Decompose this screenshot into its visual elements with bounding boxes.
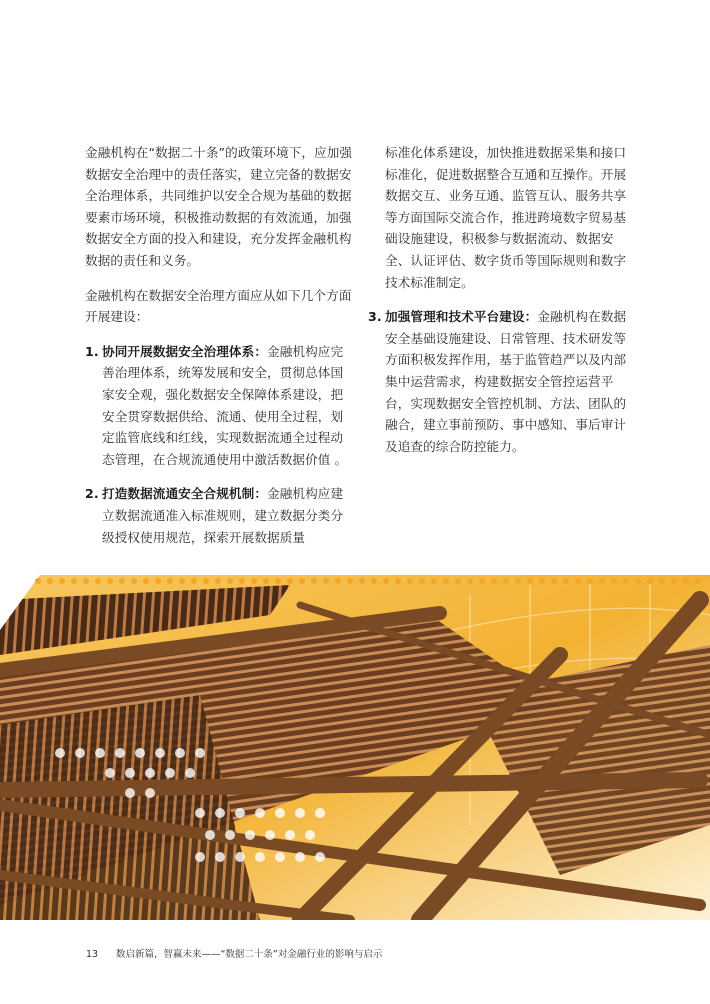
page-number: 13 <box>86 949 99 960</box>
list-item-title: 加强管理和技术平台建设： <box>385 309 538 325</box>
list-item-body: 金融机构在数据安全基础设施建设、日常管理、技术研发等方面积极发挥作用，基于监管趋严以及内部集中运营需求，构建数据安全管控运营平台，实现数据安全管控机制、方法、团队的融合，建立事前预防、事中感知、事后审计及追查的综合防控能力。 <box>385 309 627 454</box>
architecture-photo <box>0 575 710 920</box>
left-column <box>85 142 353 561</box>
footer-title: 数启新篇，智赢未来——“数据二十条”对金融行业的影响与启示 <box>116 949 383 960</box>
list-item <box>85 483 353 548</box>
intro-paragraph: 金融机构在“数据二十条”的政策环境下，应加强数据安全治理中的责任落实，建立完备的数据安全治理体系，共同维护以安全合规为基础的数据要素市场环境，积极推动数据的有效流通，加强数据安全方面的投入和建设，充分发挥金融机构数据的责任和义务。 <box>85 145 353 268</box>
list-item-title: 打造数据流通安全合规机制： <box>102 486 268 502</box>
list-item-body: 金融机构应建立数据流通准入标准规则，建立数据分类分级授权使用规范，探索开展数据质量 <box>102 486 344 545</box>
list-item <box>85 341 353 471</box>
list-item <box>368 306 630 457</box>
list-item-number: 2. <box>85 486 99 502</box>
list-item-continuation: 标准化体系建设，加快推进数据采集和接口标准化，促进数据整合互通和互操作。开展数据交互、业务互通、监管互认、服务共享等方面国际交流合作，推进跨境数字贸易基础设施建设，积极参与数据流动、数据安全、认证评估、数字货币等国际规则和数字技术标准制定。 <box>385 145 627 290</box>
right-column <box>368 142 630 470</box>
list-item-number: 1. <box>85 343 99 359</box>
list-item-number: 3. <box>368 309 382 325</box>
list-item-title: 协同开展数据安全治理体系： <box>102 343 268 359</box>
list-item-body: 金融机构应完善治理体系，统筹发展和安全，贯彻总体国家安全观，强化数据安全保障体系建设，把安全贯穿数据供给、流通、使用全过程，划定监管底线和红线，实现数据流通全过程动态管理，在合规流通使用中激活数据价值 。 <box>102 343 348 467</box>
list-intro-paragraph: 金融机构在数据安全治理方面应从如下几个方面开展建设： <box>85 287 352 325</box>
page-footer <box>86 946 382 960</box>
